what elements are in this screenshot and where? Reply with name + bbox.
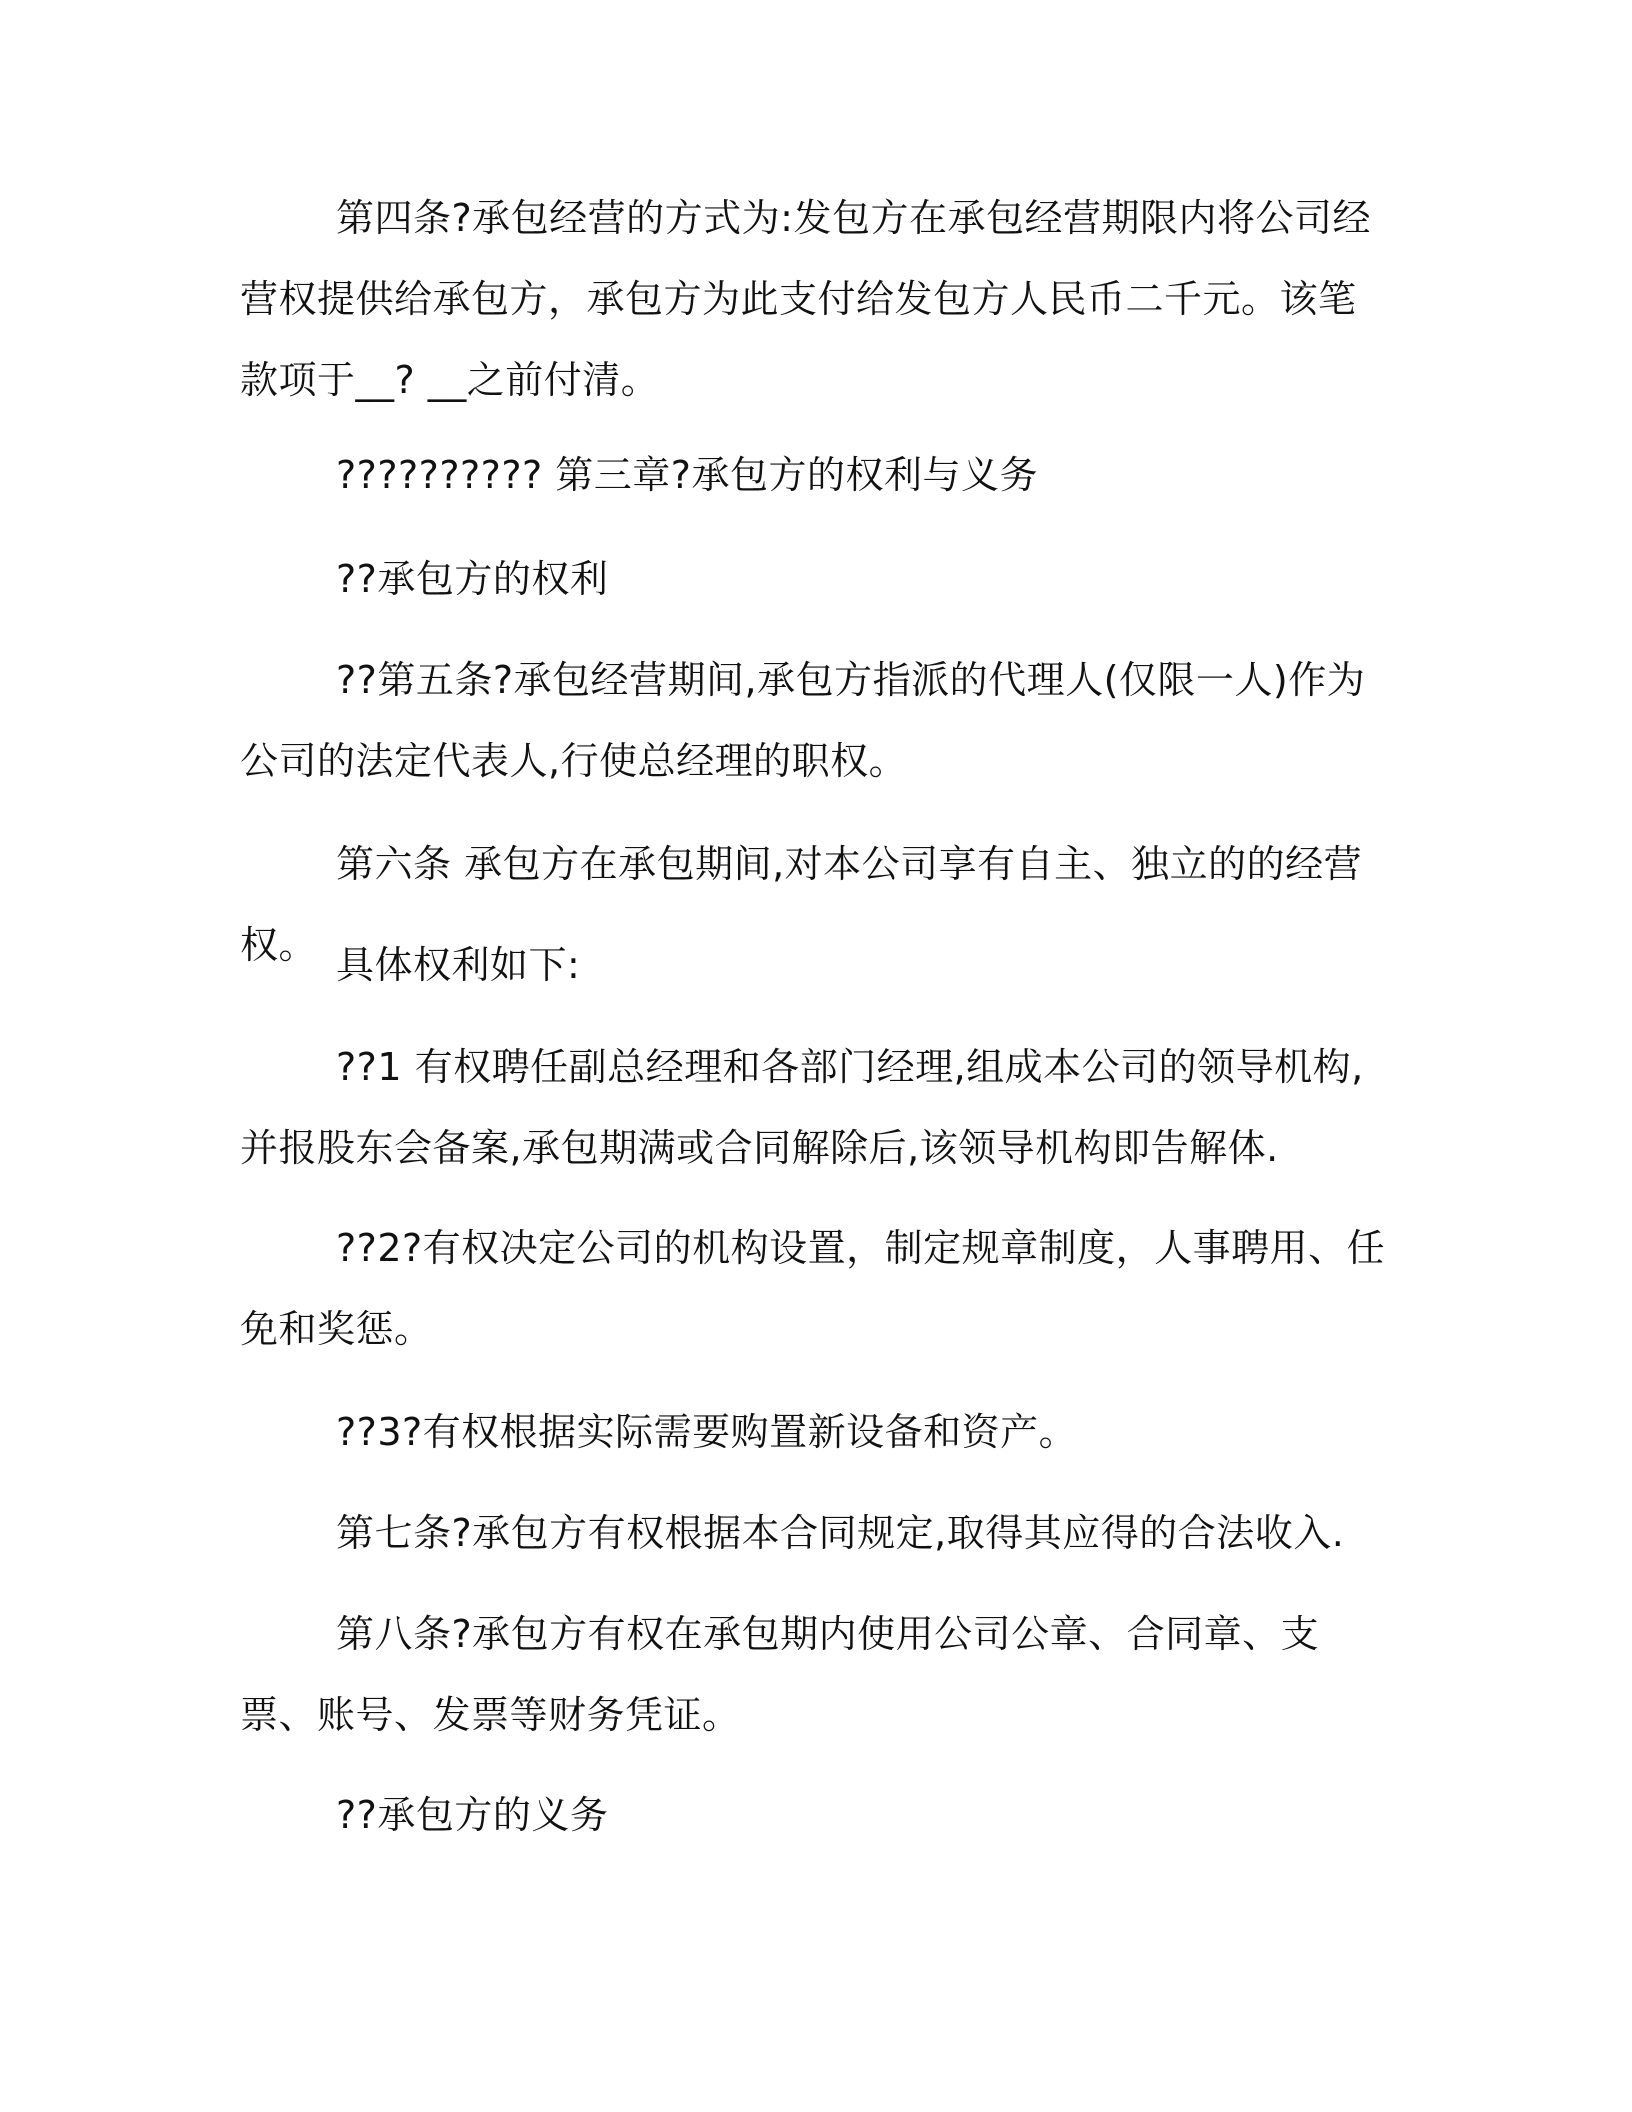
right-item-3: ??3?有权根据实际需要购置新设备和资产。 bbox=[336, 1410, 1078, 1454]
contractor-obligations-heading: ??承包方的义务 bbox=[336, 1793, 609, 1837]
article-8-paragraph: 第八条?承包方有权在承包期内使用公司公章、合同章、支票、账号、发票等财务凭证。 bbox=[240, 1612, 1320, 1737]
article-6-paragraph: 第六条 承包方在承包期间,对本公司享有自主、独立的的经营权。 bbox=[240, 842, 1363, 967]
chapter-3-heading: ?????????? 第三章?承包方的权利与义务 bbox=[336, 453, 1038, 497]
right-item-2: ??2?有权决定公司的机构设置，制定规章制度，人事聘用、任免和奖惩。 bbox=[240, 1226, 1386, 1351]
article-7-paragraph: 第七条?承包方有权根据本合同规定,取得其应得的合法收入. bbox=[336, 1511, 1345, 1555]
article-4-paragraph: 第四条?承包经营的方式为:发包方在承包经营期限内将公司经营权提供给承包方，承包方为此支付给发包方人民币二千元。该笔款项于__? __之前付清。 bbox=[240, 196, 1371, 402]
specific-rights-intro: 具体权利如下: bbox=[336, 943, 581, 987]
article-5-paragraph: ??第五条?承包经营期间,承包方指派的代理人(仅限一人)作为公司的法定代表人,行使总经理的职权。 bbox=[240, 658, 1366, 783]
contractor-rights-heading: ??承包方的权利 bbox=[336, 557, 609, 601]
right-item-1: ??1 有权聘任副总经理和各部门经理,组成本公司的领导机构,并报股东会备案,承包期满或合同解除后,该领导机构即告解体. bbox=[240, 1045, 1364, 1170]
